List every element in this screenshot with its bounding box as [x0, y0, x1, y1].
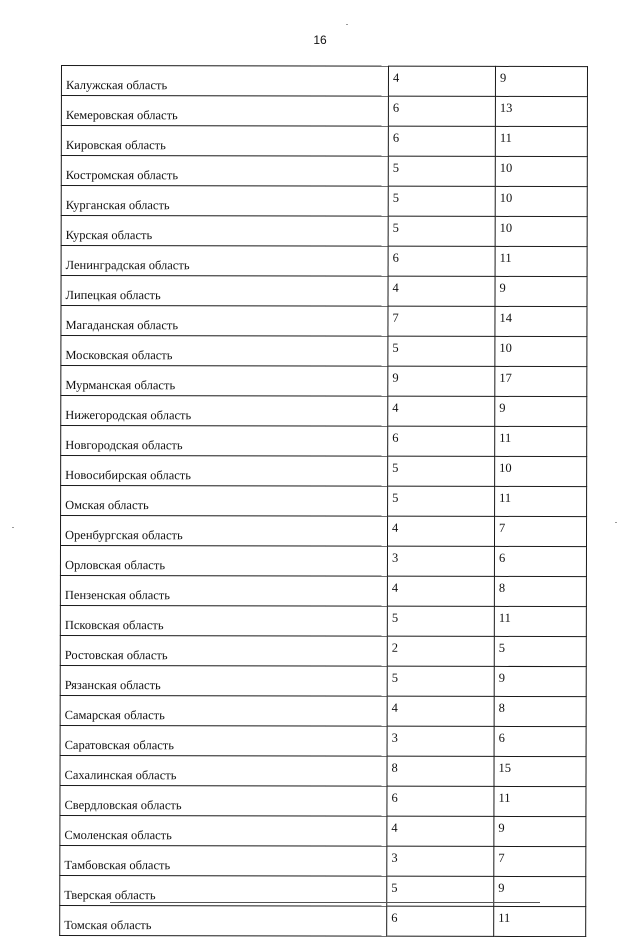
value-a-cell: 6 — [388, 126, 495, 156]
value-a-cell: 4 — [387, 816, 494, 846]
table-row — [60, 516, 586, 547]
page-number: 16 — [313, 33, 327, 47]
region-name-cell: Орловская область — [60, 546, 387, 577]
region-name-cell: Свердловская область — [60, 785, 387, 816]
value-a-cell: 5 — [387, 606, 494, 636]
value-a-cell: 4 — [388, 396, 495, 426]
table-row — [60, 575, 586, 606]
value-b-cell: 10 — [495, 156, 587, 186]
region-name-cell: Новосибирская область — [61, 456, 388, 487]
value-a-cell: 5 — [387, 666, 494, 696]
value-b-cell: 9 — [494, 876, 586, 906]
value-b-cell: 7 — [494, 846, 586, 876]
value-a-cell: 6 — [387, 906, 494, 936]
value-b-cell: 17 — [495, 366, 587, 396]
region-name-cell: Ростовская область — [60, 635, 387, 666]
table-row — [61, 246, 587, 277]
table-row — [60, 605, 586, 636]
value-a-cell: 5 — [388, 156, 495, 186]
table-row — [60, 845, 586, 876]
region-name-cell: Смоленская область — [60, 815, 387, 846]
value-b-cell: 11 — [494, 786, 586, 816]
region-name-cell: Саратовская область — [60, 725, 387, 756]
region-name-cell: Московская область — [61, 336, 388, 367]
table-row — [61, 186, 587, 217]
value-b-cell: 11 — [495, 126, 587, 156]
table-row — [61, 456, 587, 487]
value-b-cell: 10 — [495, 456, 587, 486]
table-row — [61, 216, 587, 247]
value-b-cell: 11 — [494, 606, 586, 636]
value-b-cell: 9 — [494, 666, 586, 696]
value-a-cell: 6 — [388, 426, 495, 456]
scan-speck — [615, 522, 617, 523]
region-name-cell: Кемеровская область — [61, 96, 388, 127]
value-a-cell: 5 — [388, 486, 495, 516]
region-name-cell: Пензенская область — [60, 575, 387, 606]
value-b-cell: 9 — [494, 816, 586, 846]
value-a-cell: 9 — [388, 366, 495, 396]
value-b-cell: 11 — [494, 906, 586, 936]
value-b-cell: 11 — [495, 426, 587, 456]
value-b-cell: 10 — [495, 186, 587, 216]
value-b-cell: 10 — [495, 216, 587, 246]
value-b-cell: 15 — [494, 756, 586, 786]
table-row — [61, 66, 587, 97]
region-name-cell: Рязанская область — [60, 665, 387, 696]
region-name-cell: Кировская область — [61, 126, 388, 157]
region-name-cell: Магаданская область — [61, 306, 388, 337]
table-row — [61, 96, 587, 127]
value-a-cell: 4 — [387, 696, 494, 726]
value-b-cell: 7 — [494, 516, 586, 546]
value-a-cell: 4 — [388, 66, 495, 96]
region-name-cell: Мурманская область — [61, 366, 388, 397]
region-name-cell: Оренбургская область — [60, 516, 387, 547]
regions-table-body — [60, 66, 588, 937]
region-name-cell: Липецкая область — [61, 276, 388, 307]
value-a-cell: 3 — [387, 846, 494, 876]
table-row — [60, 665, 586, 696]
footer-divider — [110, 902, 540, 903]
region-name-cell: Курганская область — [61, 186, 388, 217]
table-row — [61, 306, 587, 337]
value-a-cell: 5 — [388, 456, 495, 486]
region-name-cell: Тверская область — [60, 875, 387, 906]
region-name-cell: Самарская область — [60, 695, 387, 726]
table-row — [60, 635, 586, 666]
value-b-cell: 5 — [494, 636, 586, 666]
region-name-cell: Нижегородская область — [61, 396, 388, 427]
value-a-cell: 5 — [388, 216, 495, 246]
table-row — [60, 695, 586, 726]
value-b-cell: 14 — [495, 306, 587, 336]
value-a-cell: 7 — [388, 306, 495, 336]
table-row — [60, 755, 586, 786]
value-b-cell: 8 — [494, 696, 586, 726]
value-b-cell: 11 — [495, 246, 587, 276]
region-name-cell: Костромская область — [61, 156, 388, 187]
value-a-cell: 4 — [387, 516, 494, 546]
value-b-cell: 9 — [495, 276, 587, 306]
region-name-cell: Калужская область — [61, 66, 388, 97]
value-a-cell: 5 — [388, 336, 495, 366]
region-name-cell: Новгородская область — [61, 426, 388, 457]
value-a-cell: 6 — [387, 786, 494, 816]
table-row — [60, 815, 586, 846]
table-row — [61, 486, 587, 517]
table-row — [61, 156, 587, 187]
table-row — [61, 396, 587, 427]
table-row — [60, 785, 586, 816]
region-name-cell: Ленинградская область — [61, 246, 388, 277]
region-name-cell: Тамбовская область — [60, 845, 387, 876]
table-row — [61, 126, 587, 157]
scan-speck — [346, 24, 348, 25]
table-row — [61, 336, 587, 367]
value-a-cell: 6 — [388, 246, 495, 276]
value-b-cell: 9 — [495, 66, 587, 96]
table-row — [61, 276, 587, 307]
value-a-cell: 2 — [387, 636, 494, 666]
table-row — [60, 725, 586, 756]
value-a-cell: 8 — [387, 756, 494, 786]
value-a-cell: 3 — [387, 726, 494, 756]
scan-speck — [12, 527, 14, 528]
table-row — [60, 905, 586, 936]
value-b-cell: 11 — [495, 486, 587, 516]
value-b-cell: 6 — [494, 546, 586, 576]
value-a-cell: 3 — [387, 546, 494, 576]
value-b-cell: 13 — [495, 96, 587, 126]
value-b-cell: 10 — [495, 336, 587, 366]
value-b-cell: 9 — [495, 396, 587, 426]
region-name-cell: Омская область — [61, 486, 388, 517]
region-name-cell: Томская область — [60, 905, 387, 936]
table-row — [60, 546, 586, 577]
value-a-cell: 4 — [387, 576, 494, 606]
region-name-cell: Курская область — [61, 216, 388, 247]
regions-table — [59, 65, 588, 937]
region-name-cell: Сахалинская область — [60, 755, 387, 786]
value-a-cell: 5 — [388, 186, 495, 216]
value-b-cell: 8 — [494, 576, 586, 606]
region-name-cell: Псковская область — [60, 605, 387, 636]
value-a-cell: 4 — [388, 276, 495, 306]
table-row — [61, 426, 587, 457]
value-a-cell: 6 — [388, 96, 495, 126]
value-a-cell: 5 — [387, 876, 494, 906]
table-row — [61, 366, 587, 397]
value-b-cell: 6 — [494, 726, 586, 756]
